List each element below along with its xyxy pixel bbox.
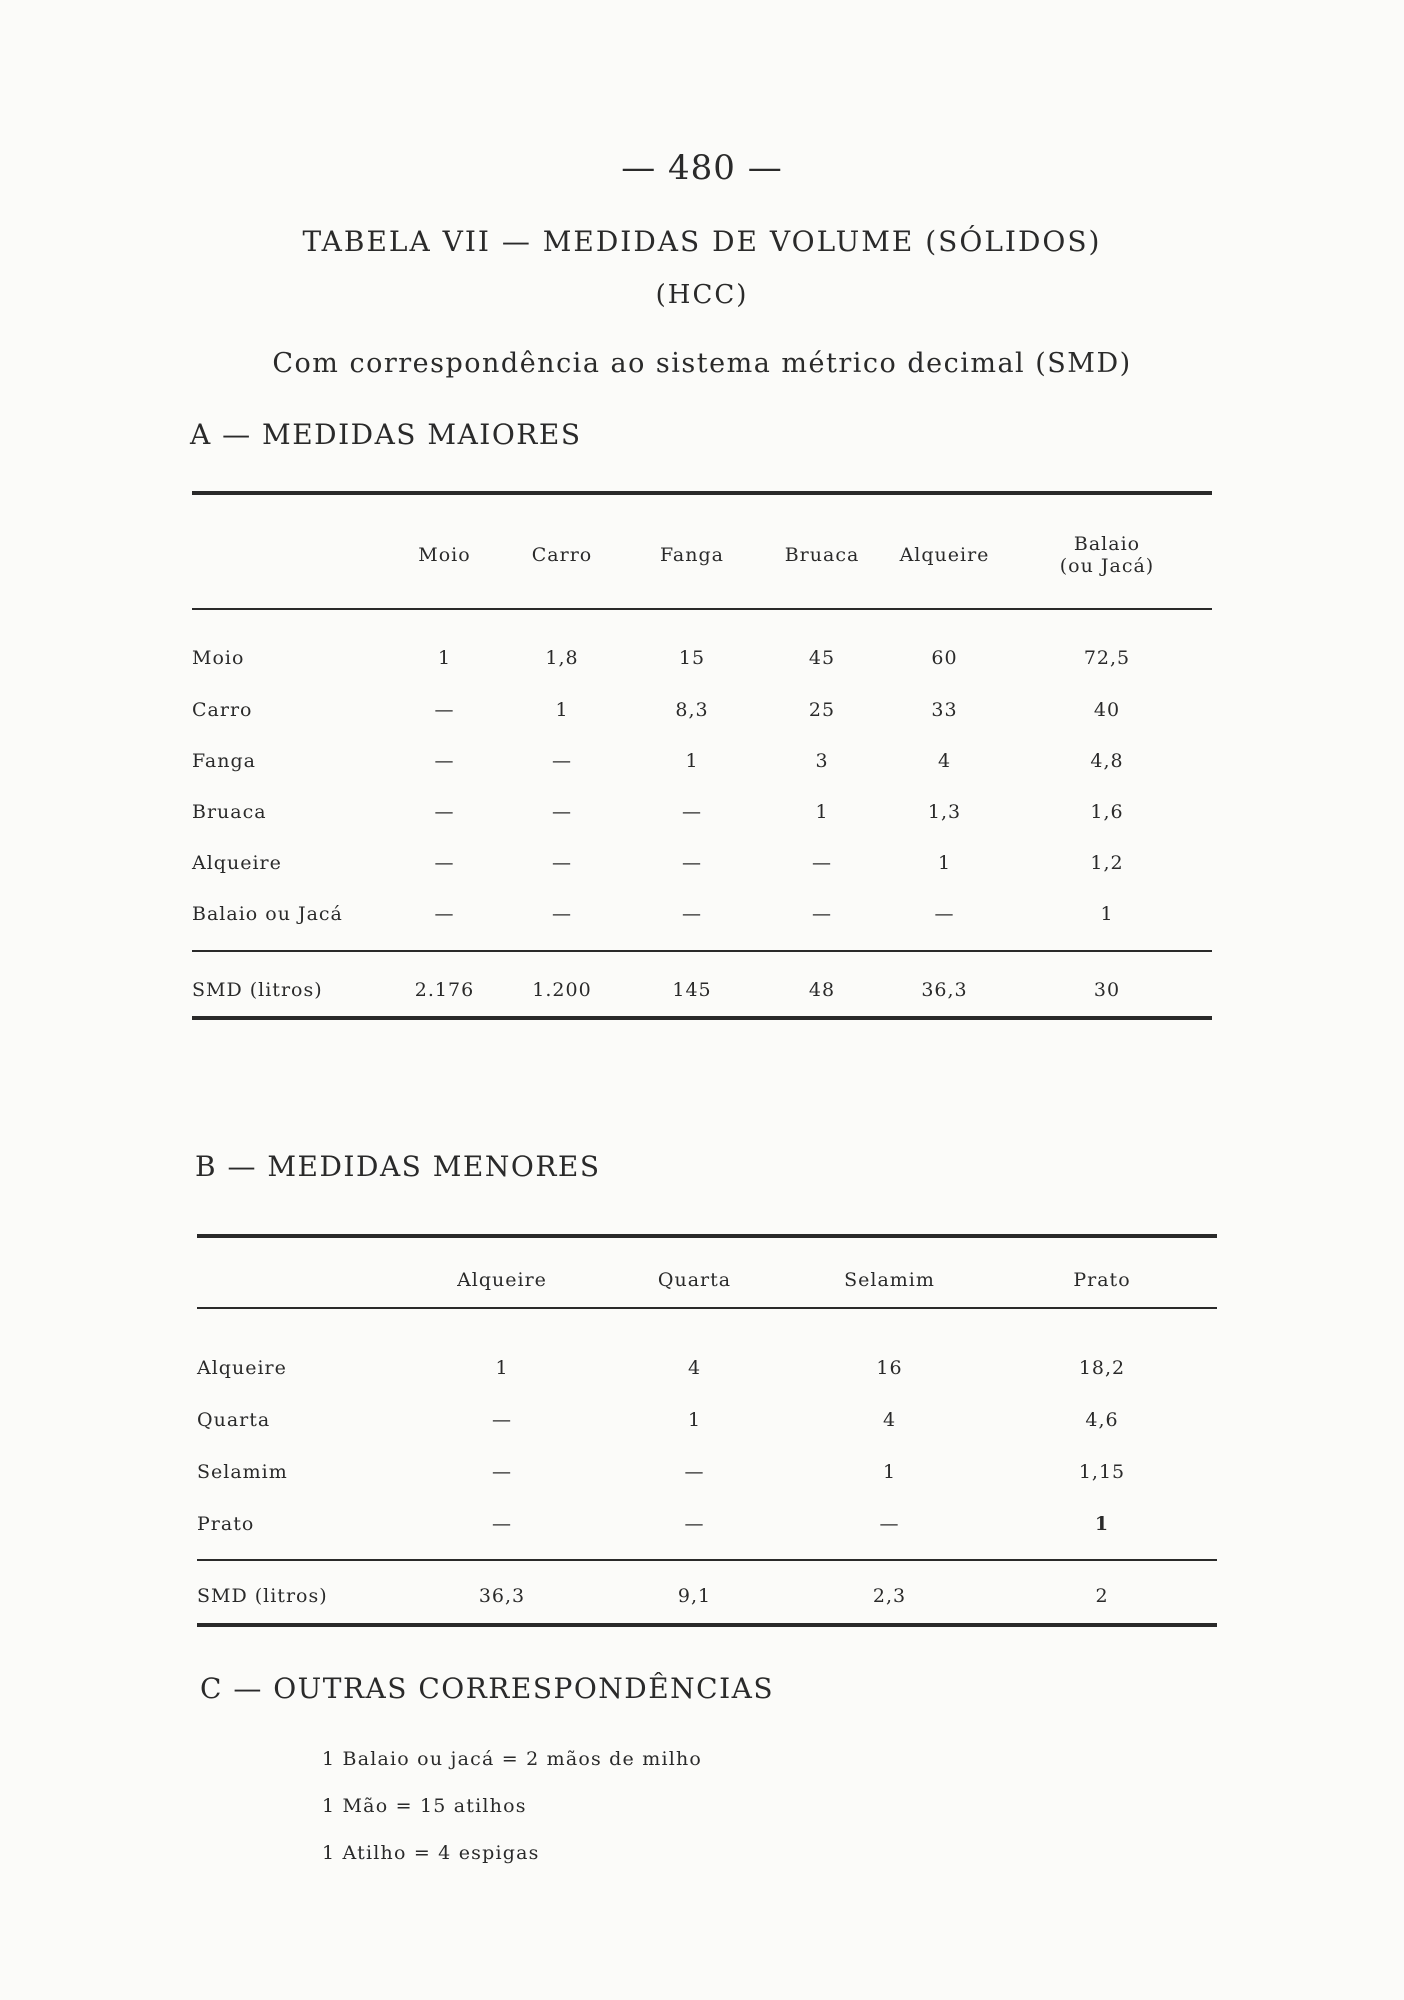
table-row: [192, 786, 1212, 837]
table-cell: 3: [815, 749, 829, 772]
row-label: Bruaca: [192, 800, 267, 823]
table-cell: —: [812, 851, 832, 874]
correspondence-item: 1 Mão = 15 atilhos: [322, 1795, 527, 1817]
table-row: [192, 632, 1212, 684]
column-header: Fanga: [660, 544, 724, 566]
table-cell: 1: [1094, 1513, 1110, 1535]
table-cell: —: [492, 1513, 512, 1535]
table-cell: 25: [808, 698, 836, 721]
table-cell: 2,3: [872, 1585, 907, 1607]
table-cell: —: [492, 1409, 512, 1431]
table-row: [192, 837, 1212, 888]
table-cell: 45: [808, 647, 836, 669]
table-cell: 1,15: [1078, 1461, 1126, 1483]
column-header: Bruaca: [784, 544, 860, 566]
table-cell: 1: [882, 1461, 897, 1483]
column-header: Alqueire: [899, 544, 990, 566]
table-cell: —: [682, 800, 702, 823]
table-cell: —: [682, 851, 702, 874]
column-header: Prato: [1073, 1269, 1131, 1291]
header-corner: [197, 1255, 407, 1305]
section-b-table: [197, 1255, 1217, 1618]
table-cell: 72,5: [1083, 647, 1131, 669]
page-number: — 480 —: [621, 148, 783, 188]
table-cell: 33: [931, 698, 958, 721]
section-a-bottom-rule: [192, 1016, 1212, 1020]
smd-row: [192, 967, 1212, 1013]
table-row: [197, 1498, 1217, 1550]
table-cell: 18,2: [1078, 1357, 1126, 1379]
column-header: Moio: [418, 544, 471, 566]
table-cell: 1,6: [1090, 800, 1124, 823]
row-label: SMD (litros): [197, 1585, 328, 1607]
table-cell: 8,3: [675, 698, 709, 721]
column-header-line: Balaio: [1073, 533, 1141, 555]
row-label: Fanga: [192, 749, 256, 772]
table-cell: 1: [1100, 902, 1114, 925]
table-cell: 40: [1093, 698, 1121, 721]
smd-row: [197, 1574, 1217, 1618]
row-label: Alqueire: [197, 1357, 287, 1379]
table-cell: 4: [882, 1409, 897, 1431]
row-label: Moio: [192, 647, 245, 669]
table-cell: 1: [937, 851, 952, 874]
table-cell: —: [934, 902, 955, 925]
table-cell: —: [684, 1513, 705, 1535]
section-b-heading: B — MEDIDAS MENORES: [195, 1150, 601, 1183]
table-cell: 2: [1095, 1585, 1109, 1607]
table-cell: —: [434, 749, 455, 772]
table-cell: 1,2: [1090, 851, 1124, 874]
table-cell: —: [434, 698, 455, 721]
table-cell: 1: [685, 749, 699, 772]
row-label: SMD (litros): [192, 979, 323, 1001]
table-cell: 36,3: [478, 1585, 526, 1607]
column-header: Alqueire: [457, 1269, 547, 1291]
table-row: [192, 684, 1212, 735]
table-cell: —: [552, 800, 572, 823]
table-cell: 1: [437, 647, 452, 669]
table-row: [192, 735, 1212, 786]
table-cell: 4: [937, 749, 952, 772]
table-row: [192, 888, 1212, 939]
table-cell: 1: [815, 800, 829, 823]
table-cell: 1.200: [532, 979, 592, 1001]
section-b-bottom-rule: [197, 1623, 1217, 1627]
table-cell: 1,8: [545, 647, 579, 669]
row-label: Alqueire: [192, 851, 282, 874]
row-label: Selamim: [197, 1461, 288, 1483]
table-header-row: [197, 1255, 1217, 1305]
table-cell: —: [434, 800, 455, 823]
table-cell: 60: [931, 647, 958, 669]
table-header-row: [192, 515, 1212, 595]
table-cell: 30: [1093, 979, 1121, 1001]
table-row: [197, 1342, 1217, 1394]
table-caption: Com correspondência ao sistema métrico decimal (SMD): [272, 348, 1132, 379]
section-b-top-rule: [197, 1234, 1217, 1238]
table-cell: 9,1: [677, 1585, 712, 1607]
table-cell: 36,3: [921, 979, 968, 1001]
row-label: Prato: [197, 1513, 255, 1535]
table-cell: —: [434, 902, 455, 925]
table-cell: —: [492, 1461, 512, 1483]
table-cell: 15: [678, 647, 706, 669]
table-cell: 16: [876, 1357, 903, 1379]
table-cell: 1,3: [927, 800, 962, 823]
table-cell: 4,6: [1085, 1409, 1119, 1431]
table-cell: 2.176: [414, 979, 475, 1001]
table-cell: —: [552, 851, 572, 874]
table-cell: 1: [555, 698, 569, 721]
table-cell: —: [879, 1513, 900, 1535]
table-cell: —: [552, 902, 572, 925]
row-label: Quarta: [197, 1409, 271, 1431]
table-cell: —: [812, 902, 832, 925]
correspondence-item: 1 Atilho = 4 espigas: [322, 1842, 540, 1864]
table-cell: —: [684, 1461, 705, 1483]
table-cell: 145: [672, 979, 712, 1001]
column-header: Carro: [531, 544, 593, 566]
table-title: TABELA VII — MEDIDAS DE VOLUME (SÓLIDOS): [302, 225, 1102, 258]
section-a-top-rule: [192, 491, 1212, 495]
table-cell: 1: [495, 1357, 509, 1379]
column-header-line: (ou Jacá): [1059, 555, 1155, 577]
table-cell: —: [552, 749, 572, 772]
table-row: [197, 1446, 1217, 1498]
column-header: Quarta: [657, 1269, 732, 1291]
table-cell: 48: [808, 979, 836, 1001]
table-cell: 4: [687, 1357, 702, 1379]
column-header: Selamim: [844, 1269, 935, 1291]
table-cell: —: [682, 902, 702, 925]
table-subtitle: (HCC): [655, 280, 749, 310]
section-a-table: [192, 515, 1212, 1013]
section-a-heading: A — MEDIDAS MAIORES: [190, 418, 582, 451]
row-label: Balaio ou Jacá: [192, 902, 343, 925]
table-cell: 1: [687, 1409, 702, 1431]
correspondence-item: 1 Balaio ou jacá = 2 mãos de milho: [322, 1748, 703, 1770]
column-header-balaio: [1002, 515, 1212, 595]
table-row: [197, 1394, 1217, 1446]
row-label: Carro: [192, 698, 253, 721]
header-corner: [192, 515, 392, 595]
table-cell: 4,8: [1090, 749, 1124, 772]
table-cell: —: [434, 851, 455, 874]
section-c-heading: C — OUTRAS CORRESPONDÊNCIAS: [200, 1672, 775, 1705]
